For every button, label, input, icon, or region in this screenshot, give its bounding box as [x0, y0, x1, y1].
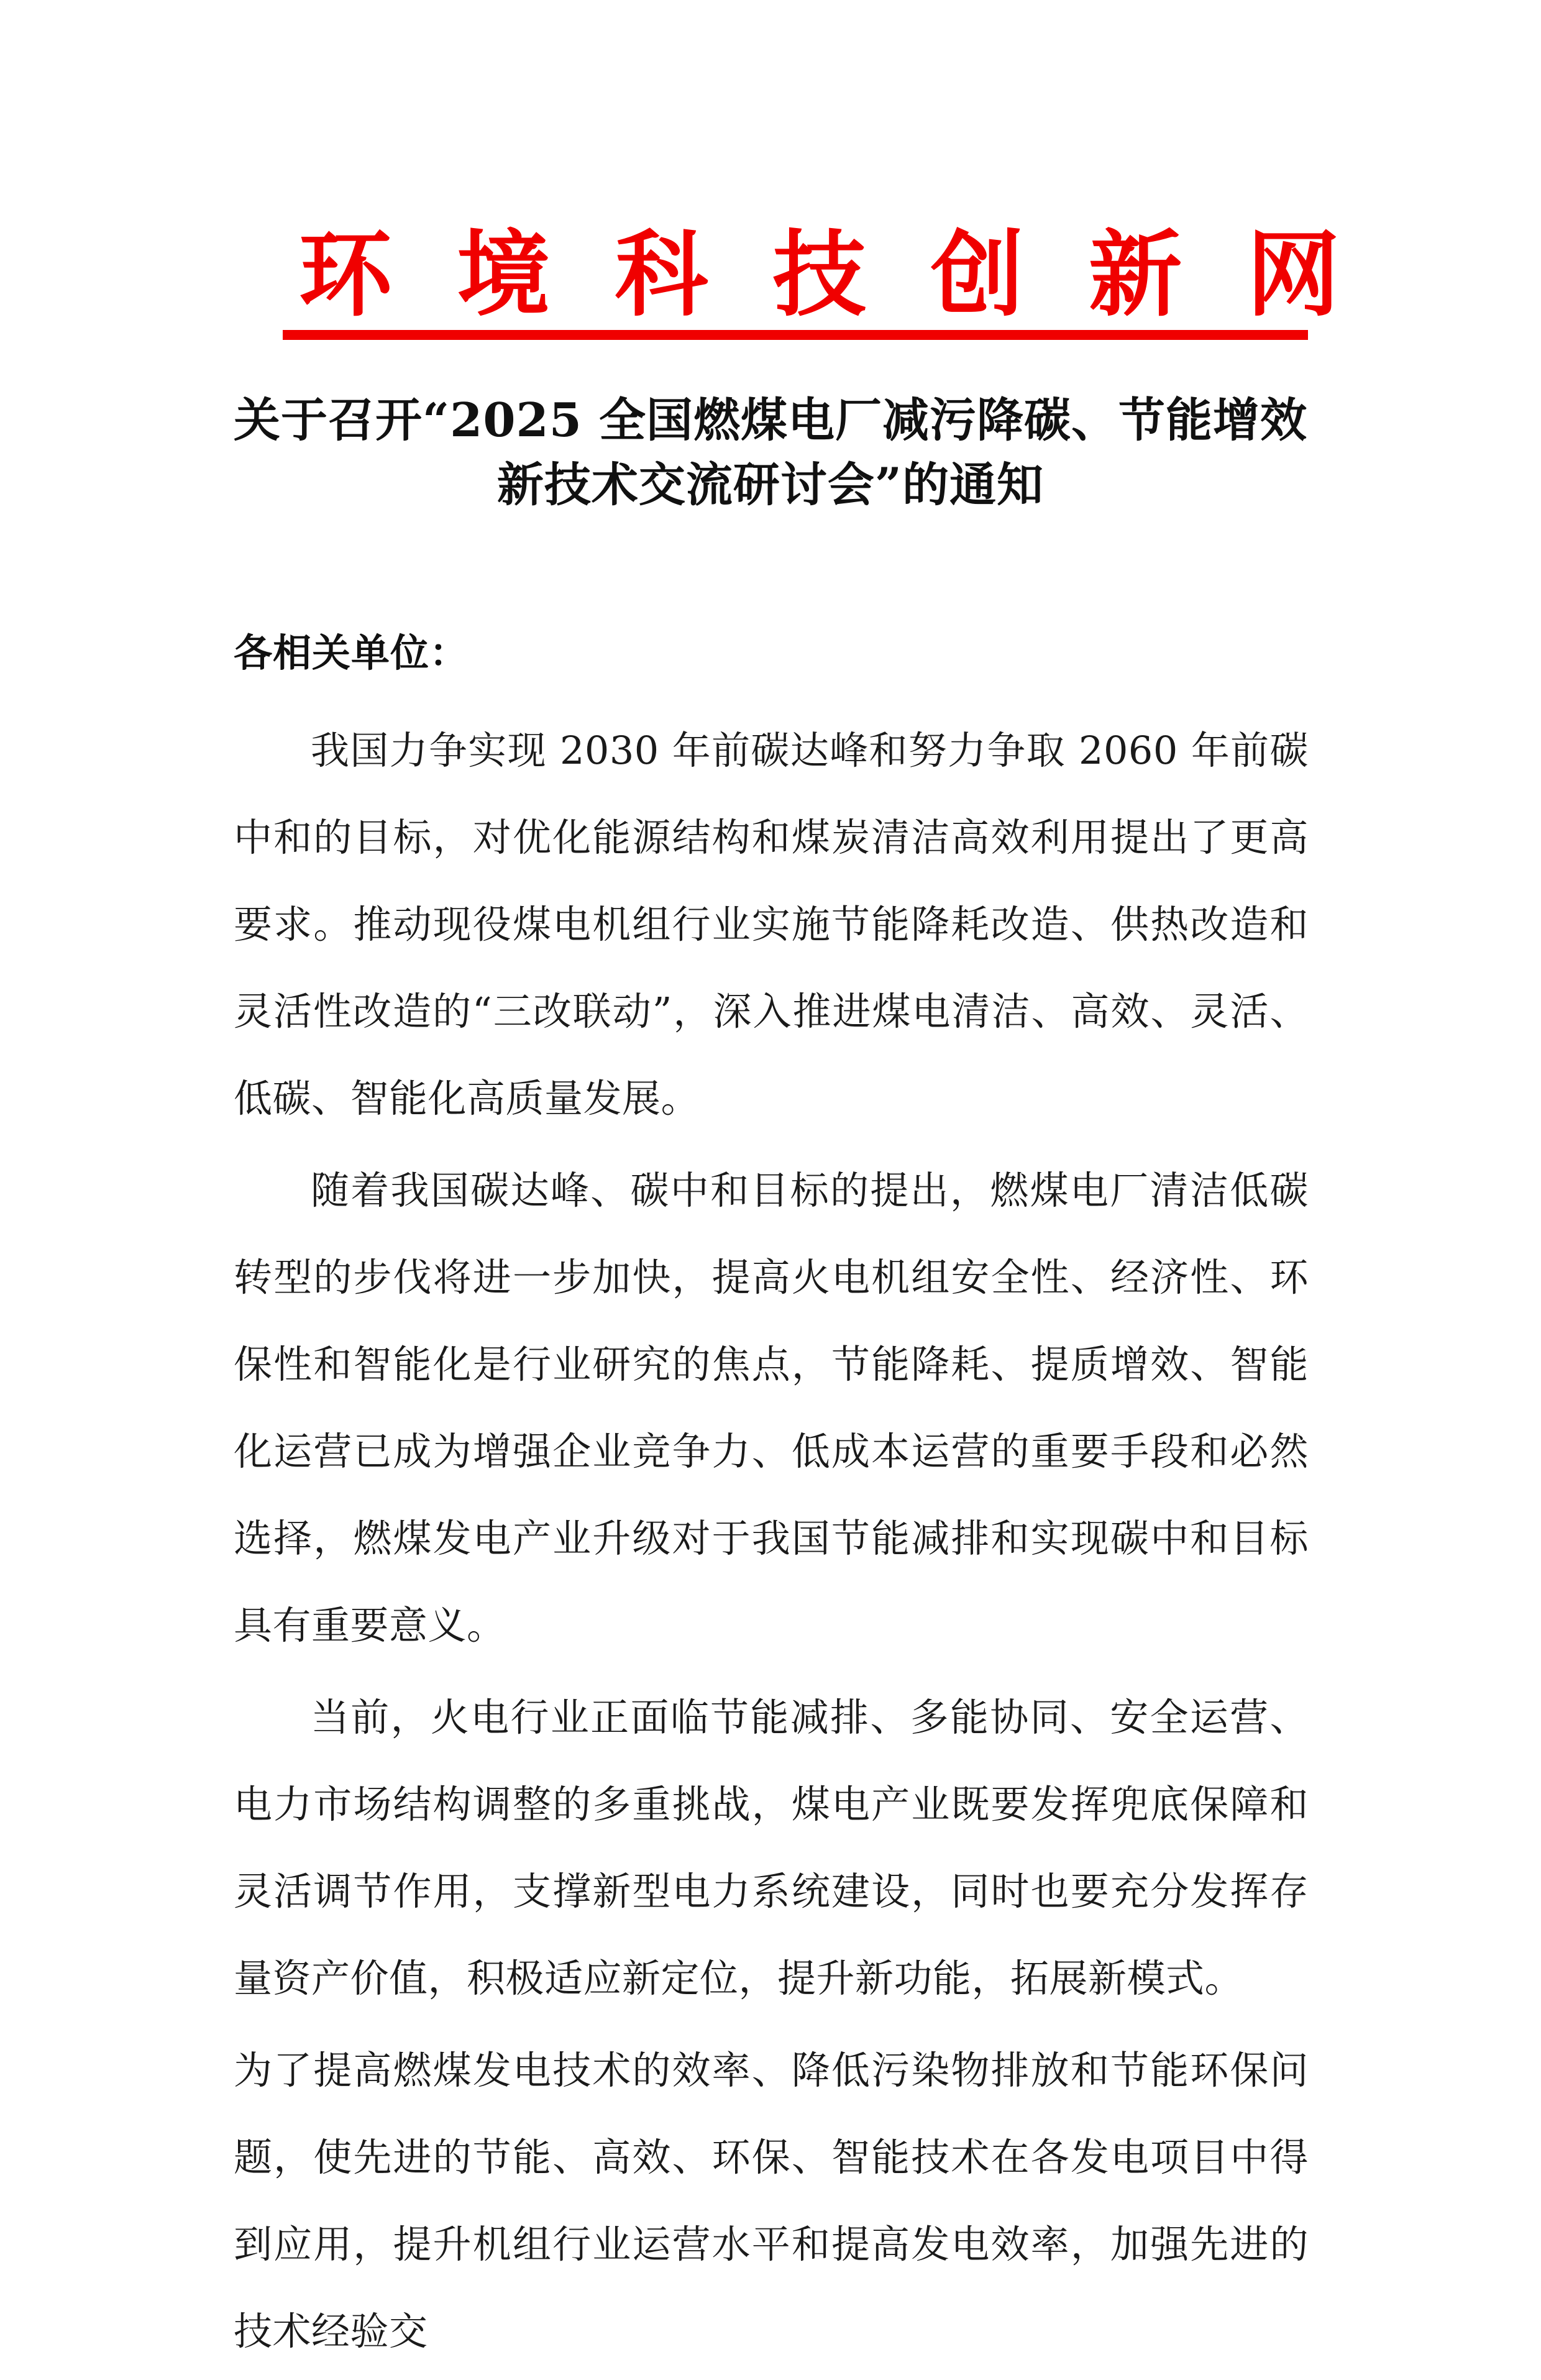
body-paragraph: 随着我国碳达峰、碳中和目标的提出，燃煤电厂清洁低碳转型的步伐将进一步加快，提高火电机组安全性、经济性、环保性和智能化是行业研究的焦点，节能降耗、提质增效、智能化运营已成为增强企业竞争力、低成本运营的重要手段和必然选择，燃煤发电产业升级对于我国节能减排和实现碳中和目标具有重要意义。 — [234, 1168, 1309, 1648]
body-paragraph: 我国力争实现 2030 年前碳达峰和努力争取 2060 年前碳中和的目标，对优化能源结构和煤炭清洁高效利用提出了更高要求。推动现役煤电机组行业实施节能降耗改造、供热改造和灵活性改造的“三改联动”，深入推进煤电清洁、高效、灵活、低碳、智能化高质量发展。 — [234, 728, 1309, 1121]
masthead-divider-rule — [283, 330, 1308, 340]
document-body — [234, 626, 1309, 2380]
document-title — [205, 390, 1336, 515]
salutation: 各相关单位： — [234, 630, 469, 675]
document-title-line-2: 新技术交流研讨会”的通知 — [496, 457, 1045, 512]
masthead-banner — [283, 220, 1356, 340]
document-title-line-1: 关于召开“2025 全国燃煤电厂减污降碳、节能增效 — [234, 393, 1307, 447]
body-paragraph: 当前，火电行业正面临节能减排、多能协同、安全运营、电力市场结构调整的多重挑战，煤电产业既要发挥兜底保障和灵活调节作用，支撑新型电力系统建设，同时也要充分发挥存量资产价值，积极适应新定位，提升新功能，拓展新模式。 — [234, 1695, 1309, 2001]
body-paragraph: 为了提高燃煤发电技术的效率、降低污染物排放和节能环保问题，使先进的节能、高效、环保、智能技术在各发电项目中得到应用，提升机组行业运营水平和提高发电效率，加强先进的技术经验交 — [234, 2048, 1309, 2354]
masthead-title: 环 境 科 技 创 新 网 — [299, 220, 1356, 329]
